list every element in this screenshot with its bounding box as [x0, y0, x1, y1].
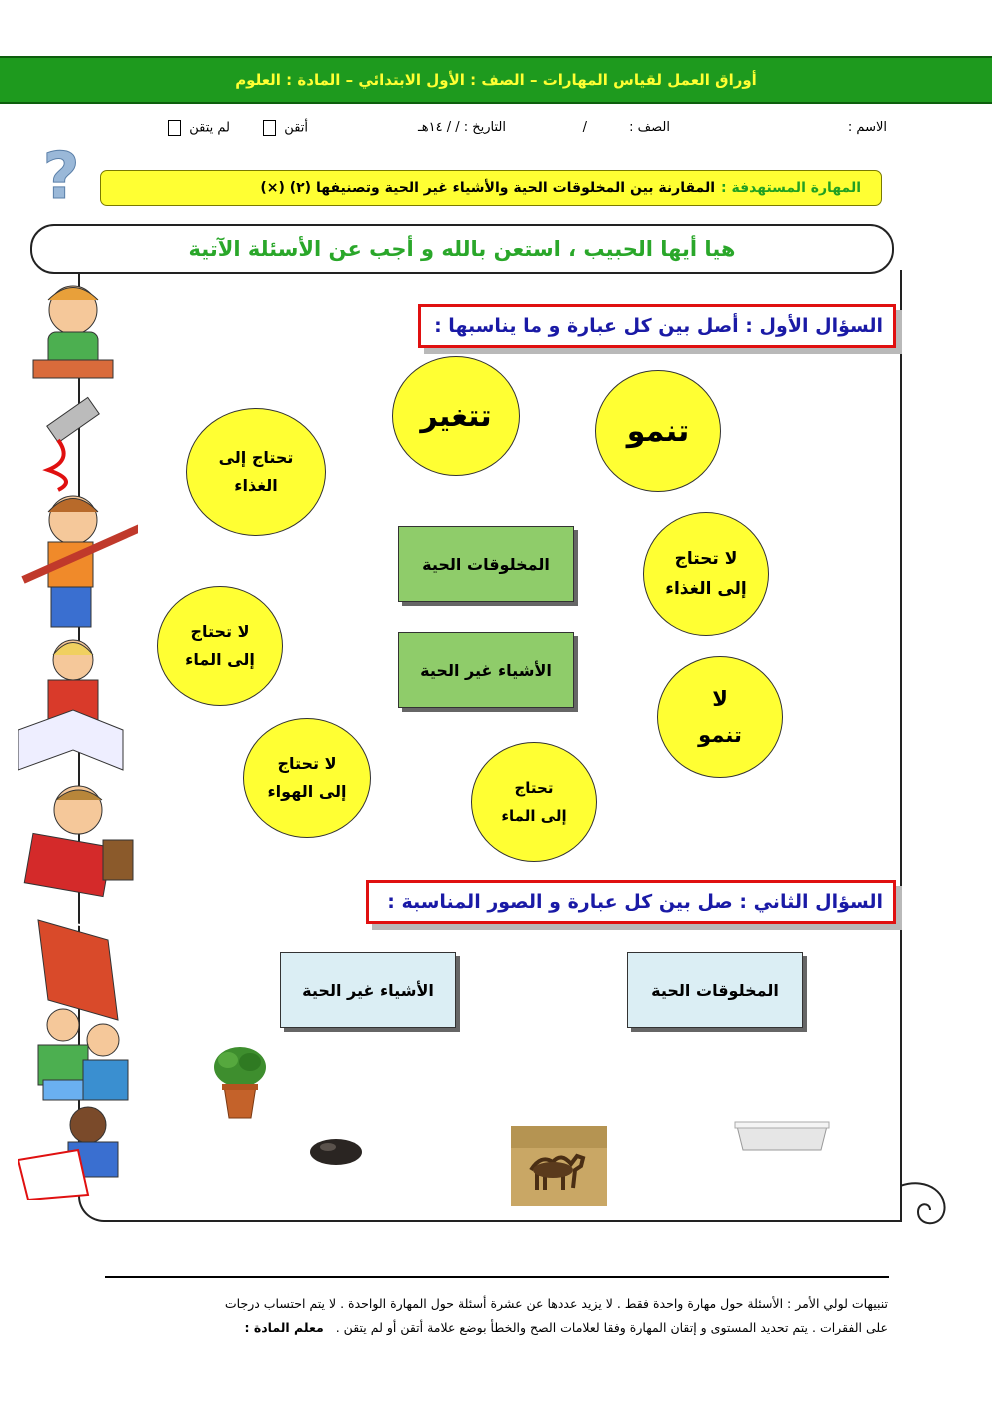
not-mastered-option[interactable]	[164, 120, 230, 136]
name-label: الاسم :	[847, 120, 887, 135]
question1-title: السؤال الأول : أصل بين كل عبارة و ما يناسبها :	[434, 315, 883, 337]
circle-line: الغذاء	[234, 476, 278, 495]
parent-note-line1: تنبيهات لولي الأمر : الأسئلة حول مهارة واحدة فقط . لا يزيد عددها عن عشرة أسئلة حول المهارة الواحدة . لا يتم احتساب درجات	[224, 1296, 888, 1311]
boy-with-red-book-icon	[24, 786, 133, 897]
question-mark-icon	[36, 140, 86, 210]
question2-title: السؤال الثاني : صل بين كل عبارة و الصور المناسبة :	[387, 891, 883, 913]
circle-line: تنمو	[626, 413, 690, 449]
box-label: المخلوقات الحية	[422, 554, 550, 574]
kids-reading-together-icon	[38, 1009, 128, 1100]
circle-line: لا	[712, 687, 728, 711]
circle-grows[interactable]	[595, 370, 721, 492]
mastered-option[interactable]	[259, 120, 308, 136]
plastic-box-icon[interactable]	[733, 1118, 831, 1154]
circle-line: لا تحتاج	[190, 622, 250, 641]
boy-reading-book-icon	[18, 640, 123, 770]
circle-line: تحتاج	[514, 779, 554, 797]
kids-decoration-column	[18, 280, 138, 1200]
circle-needs-food[interactable]	[186, 408, 326, 536]
svg-text:?: ?	[42, 140, 80, 210]
scroll-curl-bottom	[900, 1176, 950, 1236]
girl-drawing-icon	[18, 1107, 118, 1200]
worksheet-header	[0, 56, 992, 104]
target-skill-text: المقارنة بين المخلوقات الحية والأشياء غير الحية وتصنيفها (٢) (×)	[260, 180, 715, 196]
camel-icon[interactable]	[511, 1126, 607, 1206]
kid-reading-icon	[33, 286, 113, 378]
circle-needs-water[interactable]	[471, 742, 597, 862]
question2-header	[366, 880, 896, 924]
circle-line: لا تحتاج	[674, 549, 738, 569]
teacher-label: معلم المادة :	[244, 1320, 324, 1335]
potted-plant-icon[interactable]	[210, 1042, 270, 1122]
box-nonliving-q2[interactable]	[280, 952, 456, 1028]
class-slash: /	[582, 120, 587, 135]
instruction-text: هيا أيها الحبيب ، استعن بالله و أجب عن الأسئلة الآتية	[188, 237, 736, 261]
footer-divider	[105, 1276, 889, 1278]
not-mastered-label: لم يتقن	[189, 120, 230, 136]
box-label: الأشياء غير الحية	[420, 660, 552, 680]
box-nonliving-things[interactable]	[398, 632, 574, 708]
mastered-label: أتقن	[284, 120, 308, 136]
student-info-row	[0, 120, 992, 142]
circle-line: لا تحتاج	[277, 754, 337, 773]
circle-line: تنمو	[698, 723, 742, 747]
circle-no-water[interactable]	[157, 586, 283, 706]
circle-line: إلى الماء	[501, 807, 567, 825]
date-label: التاريخ : / / ١٤هـ	[417, 120, 506, 135]
circle-line: تتغير	[420, 398, 492, 434]
circle-no-growth[interactable]	[657, 656, 783, 778]
mastered-checkbox[interactable]	[263, 120, 276, 136]
box-living-q2[interactable]	[627, 952, 803, 1028]
circle-no-food[interactable]	[643, 512, 769, 636]
stone-icon[interactable]	[306, 1134, 366, 1170]
worksheet-title: أوراق العمل لقياس المهارات – الصف : الأول الابتدائي – المادة : العلوم	[235, 71, 757, 89]
target-skill-box	[100, 170, 882, 206]
not-mastered-checkbox[interactable]	[168, 120, 181, 136]
target-skill-label: المهارة المستهدفة :	[721, 180, 861, 196]
circle-line: إلى الغذاء	[665, 579, 747, 599]
box-label: المخلوقات الحية	[651, 980, 779, 1000]
parent-note-line2-text: على الفقرات . يتم تحديد المستوى و إتقان المهارة وفقا لعلامات الصح والخطأ بوضع علامة أتقن أو لم يتقن .	[335, 1320, 888, 1335]
red-book-icon	[38, 920, 118, 1020]
box-living-things[interactable]	[398, 526, 574, 602]
boy-with-pencil-icon	[23, 496, 138, 627]
circle-line: إلى الهواء	[267, 782, 347, 801]
instruction-banner	[30, 224, 894, 274]
question1-header	[418, 304, 896, 348]
circle-changes[interactable]	[392, 356, 520, 476]
box-label: الأشياء غير الحية	[302, 980, 434, 1000]
circle-no-air[interactable]	[243, 718, 371, 838]
pencil-icon	[47, 397, 99, 490]
class-label: الصف :	[629, 120, 670, 135]
circle-line: إلى الماء	[185, 650, 255, 669]
parent-note-line2	[100, 1320, 888, 1335]
circle-line: تحتاج إلى	[218, 448, 294, 467]
